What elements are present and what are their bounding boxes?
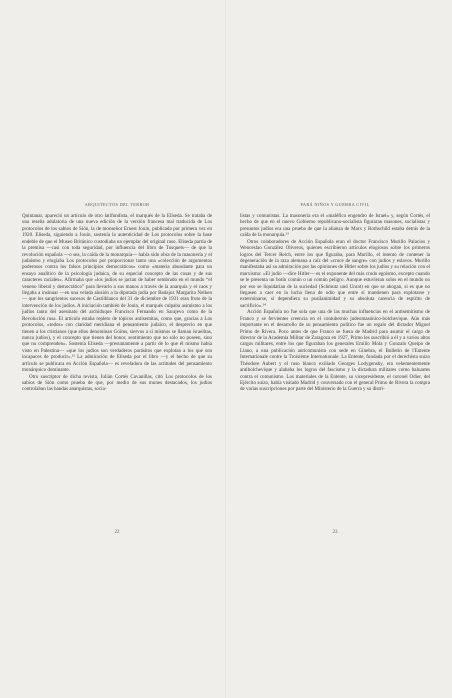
left-paragraph-1: Quintanar, apareció un artículo de otro latifundista, el marqués de la Eliseda. Se trataba de una reseña adulatoria de una nueva edición de la versión francesa mal traducida de Los protocolos de los sabios de Sión, la de monseñor Ernest Jouin, publicada por primera vez en 1920. Eliseda, siguiendo a Jouin, sostenía la autenticidad de Los protocolos sobre la base endeble de que el Museo Británico custodiaba un ejemplar del original ruso. Eliseda partía de la premisa —casi con toda seguridad, por influencia del libro de Tusquets— de que la revolución española —o sea, la caída de la monarquía— había sido obra de la masonería y el judaísmo y elogiaba Los protocolos por proporcionar tanto una «colección de argumentos poderosos contra los falsos principios democráticos» como «materia abundante para un ensayo analítico de la psicología judaica, de su especial concepto de las cosas y de sus caracteres raciales». Afirmaba que «los judíos se jactan de haber sembrado en el mundo “el veneno liberal y democrático” para llevarlo a sus manos a través de la anarquía y el caos y llegaba a insinuar —en una velada alusión a la diputada judía por Badajoz Margarita Nelken— que los sangrientos sucesos de Castilblanco del 31 de diciembre de 1931 eran fruto de la intervención de los judíos. A iniciación también de Jouin, el marqués culpaba asimismo a los judíos tanto del asesinato del archiduque Francisco Fernando en Sarajevo como de la Revolución rusa. El artículo estaba repleto de tópicos antisemitas, como que, gracias a Los protocolos, «todos» con claridad meridiana el pensamiento judaico, el desprecio en que tienen a los cristianos (que ellos denominan Goïms, siervos a sí mismos se llaman israelitas, nunca judíos), y el concepto que tienen del honor, sentimiento que no sólo no poseen, sino que no comprenden». Sostenía Eliseda —presuntamente a partir de lo que él mismo había visto en Palestina— «que los judíos son verdaderos parásitos que explotan a los que son incapaces de producir».¹² La admiración de Eliseda por el libro —y el hecho de que su artículo se publicara en Acción Española— es reveladora de las actitudes del pensamiento monárquico dominante. bbox=[22, 213, 212, 374]
running-head-left: ARQUITECTOS DEL TERROR bbox=[84, 202, 150, 207]
left-page-body bbox=[22, 213, 212, 518]
page-number-left: 22 bbox=[114, 530, 120, 535]
running-head-right: PARÁ NIÑOS Y GUERRA CIVIL bbox=[300, 202, 370, 207]
page-number-right: 23 bbox=[332, 530, 338, 535]
right-page bbox=[226, 0, 452, 698]
right-paragraph-2: Otros colaboradores de Acción Española eran el doctor Francisco Murillo Palacios y Wenceslao González Oliveros, quienes escribieron artículos elogiosos sobre los primeros logros del Tercer Reich, entre los que figuraba, para Murillo, el intento de contener la degeneración de la raza alemana a raíz del «cruce de sangre» con judíos y eslavos. Murillo manifestaba así su admiración por las opiniones de Hitler sobre los judíos y su relación con el marxismo: «El judío —dice Hitler— es el exponente del más crudo egoísmo, excepto cuando se le presenta un botín común o un común peligro. Aunque estuvieran solos en el mundo no por eso se liquidarían de la suciedad (Schmutz und Unrat) en que se ahogan, si es que no llegasen a caer en la lucha llena de odio que entre sí mantienen para explotarse y exterminarse, si dependiera su pusilanimidad y su absoluta carencia de espíritu de sacrificio».¹⁴ bbox=[240, 238, 430, 309]
right-paragraph-1: listas y comunistas. La masonería era el «maléfico engendro de Israel» y, según Cortés, el hecho de que en el nuevo Gobierno republicano-socialista figuraran masones, socialistas y presuntos judíos era una prueba de que la alianza de Marx y Rothschild estaba detrás de la caída de la monarquía.¹³ bbox=[240, 213, 430, 239]
right-page-body bbox=[240, 213, 430, 518]
left-paragraph-2: Otro suscriptor de dicha revista, Julián Cortés Cavanillas, citó Los protocolos de los sabios de Sión como prueba de que, por medio de sus mones destacados, los judíos controlaban las bandas anarquistas, socia- bbox=[22, 373, 212, 393]
right-paragraph-3: Acción Española no fue sola que una de las muchas influencias en el antisemitismo de Franco y se fervientes creencia en el contubernio judeomasónico-bolchevique. Aún más importante en el desarrollo de su pensamiento político fue un regalo del dictador Miguel Primo de Rivera. Poco antes de que Franco se fuera de Madrid para asumir el cargo de director de la Academia Militar de Zaragoza en 1927, Primo les suscribió a él y a varios altos cargos militares, entre los que figuraban los generales Emilio Mola y Gonzalo Queipo de Llano, a una publicación anticomunista con sede en Ginebra, el Bulletin de l'Entente Internationale contre la Troisième Internationale. La Entente, fundada por el derechista suizo Théodore Aubert y el ruso blanco exiliado Georges Lodygensky, era vehementemente antibolchevique y alababa los logros del fascismo y la dictadura militares como baluartes contra el comunismo. Los materiales de la Entente, su vicepresidente, el coronel Odier, del Ejército suizo, había visitado Madrid y conversado con el general Primo de Rivera la compra de varias suscripciones por parte del Ministerio de la Guerra y su distri- bbox=[240, 309, 430, 393]
